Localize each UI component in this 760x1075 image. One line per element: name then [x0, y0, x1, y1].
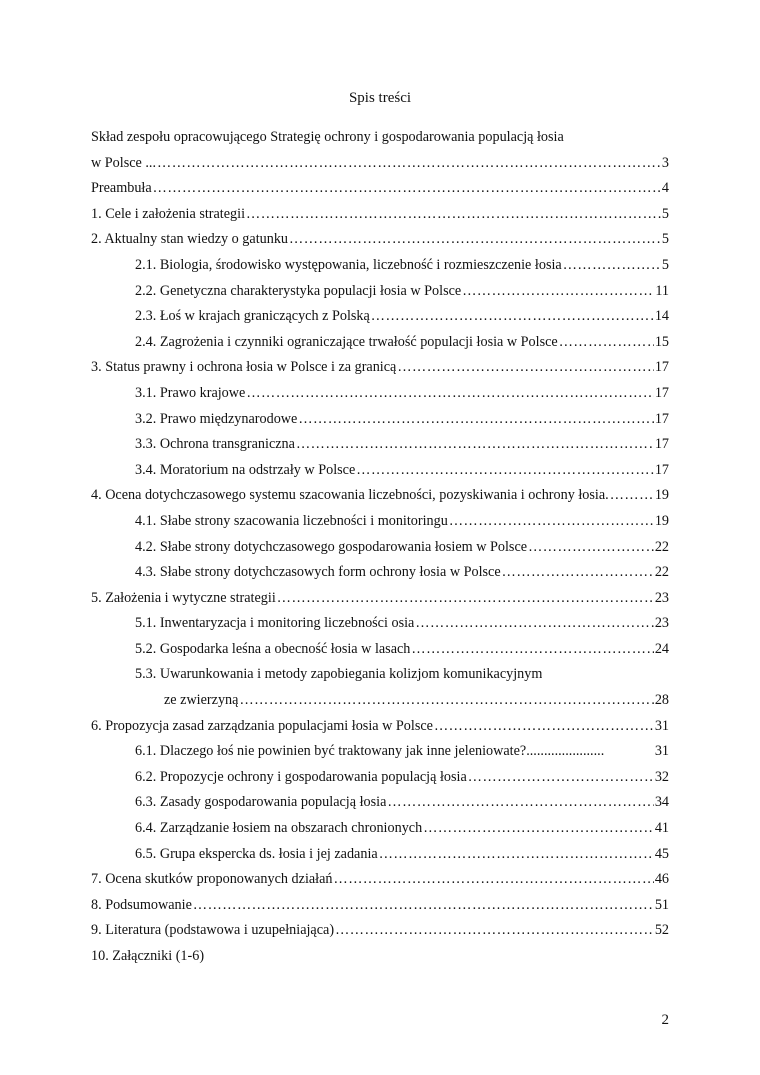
toc-entry-page: 31: [654, 743, 669, 760]
toc-entry[interactable]: [91, 509, 669, 535]
toc-entry-page: 31: [654, 717, 669, 734]
toc-entry-title: 5.3. Uwarunkowania i metody zapobiegania kolizjom komunikacyjnym: [135, 666, 543, 683]
toc-entry[interactable]: [91, 688, 669, 714]
toc-entry[interactable]: [91, 611, 669, 637]
toc-leader-dots: [563, 253, 661, 279]
toc-leader-dots: [356, 458, 654, 484]
toc-entry-page: 52: [654, 922, 669, 939]
toc-leader-dots: [449, 509, 654, 535]
toc-entry-title: 5. Założenia i wytyczne strategii: [91, 589, 276, 606]
toc-entry-title: 3.1. Prawo krajowe: [135, 384, 246, 401]
toc-entry-title: 6.4. Zarządzanie łosiem na obszarach chronionych: [135, 820, 423, 837]
toc-entry[interactable]: [91, 355, 669, 381]
toc-entry[interactable]: [91, 918, 669, 944]
toc-entry[interactable]: [91, 893, 669, 919]
toc-entry-title: 9. Literatura (podstawowa i uzupełniająca): [91, 922, 335, 939]
toc-entry[interactable]: [91, 330, 669, 356]
page-title: Spis treści: [348, 90, 412, 106]
toc-entry-title: 10. Załączniki (1-6): [91, 948, 205, 964]
toc-entry[interactable]: [91, 765, 669, 791]
toc-entry-page: 22: [654, 564, 669, 581]
toc-entry-page: 4: [661, 180, 669, 197]
toc-entry[interactable]: [91, 176, 669, 202]
toc-entry-page: 24: [654, 640, 669, 657]
toc-leader-dots: [239, 688, 653, 714]
toc-entry-title: 7. Ocena skutków proponowanych działań: [91, 871, 333, 888]
toc-entry-title: 6.2. Propozycje ochrony i gospodarowania populacją łosia: [135, 768, 467, 785]
toc-leader-dots: [387, 790, 653, 816]
toc-entry[interactable]: [91, 560, 669, 586]
toc-entry-title: 6. Propozycja zasad zarządzania populacjami łosia w Polsce: [91, 717, 433, 734]
toc-entry-page: 5: [661, 256, 669, 273]
toc-entry-page: 3: [661, 154, 669, 171]
toc-leader-dots: [153, 176, 661, 202]
toc-entry-title: 4.3. Słabe strony dotychczasowych form ochrony łosia w Polsce: [135, 564, 501, 581]
toc-entry-title: 6.5. Grupa ekspercka ds. łosia i jej zadania: [135, 845, 378, 862]
toc-entry[interactable]: [91, 714, 669, 740]
toc-leader-dots: [335, 918, 654, 944]
toc-entry-title: 3.4. Moratorium na odstrzały w Polsce: [135, 461, 356, 478]
toc-entry-page: 32: [654, 768, 669, 785]
toc-entry-page: 17: [654, 359, 669, 376]
toc-entry-title: Skład zespołu opracowującego Strategię ochrony i gospodarowania populacją łosia: [91, 129, 564, 145]
toc-entry-page: 46: [654, 871, 669, 888]
toc-entry-title: 3.3. Ochrona transgraniczna: [135, 436, 295, 453]
toc-leader-dots: [193, 893, 654, 919]
toc-entry-page: 51: [654, 896, 669, 913]
toc-entry[interactable]: [91, 586, 669, 612]
toc-entry-page: 41: [654, 820, 669, 837]
toc-leader-dots: [157, 151, 661, 177]
toc-entry-title: 4. Ocena dotychczasowego systemu szacowania liczebności, pozyskiwania i ochrony łosia.: [91, 487, 609, 504]
toc-entry-page: 34: [654, 794, 669, 811]
toc-entry-title: 2.2. Genetyczna charakterystyka populacji łosia w Polsce: [135, 282, 462, 299]
toc-entry-page: 28: [654, 692, 669, 709]
toc-entry[interactable]: [91, 253, 669, 279]
toc-entry-title: 5.1. Inwentaryzacja i monitoring liczebności osia: [135, 615, 415, 632]
toc-entry-page: 23: [654, 615, 669, 632]
toc-entry[interactable]: [91, 944, 669, 970]
toc-entry-title: 8. Podsumowanie: [91, 896, 192, 913]
toc-entry-title: 1. Cele i założenia strategii: [91, 205, 246, 222]
toc-leader-dots: [397, 355, 653, 381]
toc-leader-dots: [246, 202, 661, 228]
toc-entry-page: 5: [661, 205, 669, 222]
toc-entry-page: 14: [654, 308, 669, 325]
toc-leader-dots: [434, 714, 654, 740]
toc-entry-title: 6.3. Zasady gospodarowania populacją łosia: [135, 794, 387, 811]
toc-entry-page: 22: [654, 538, 669, 555]
toc-entry-title: 2.1. Biologia, środowisko występowania, liczebność i rozmieszczenie łosia: [135, 256, 562, 273]
toc-entry-title: 6.1. Dlaczego łoś nie powinien być traktowany jak inne jeleniowate?......................: [135, 743, 605, 760]
toc-entry[interactable]: [91, 739, 669, 765]
page-number: 2: [661, 1012, 669, 1028]
toc-entry-page: 45: [654, 845, 669, 862]
toc-entry[interactable]: [91, 432, 669, 458]
toc-entry-title: 4.2. Słabe strony dotychczasowego gospodarowania łosiem w Polsce: [135, 538, 528, 555]
toc-entry-title: 2. Aktualny stan wiedzy o gatunku: [91, 231, 289, 248]
toc-entry-title: w Polsce ...: [91, 154, 157, 171]
toc-entry[interactable]: [91, 151, 669, 177]
toc-entry-title: 2.3. Łoś w krajach graniczących z Polską: [135, 308, 370, 325]
toc-leader-dots: [277, 586, 654, 612]
toc-entry[interactable]: [91, 304, 669, 330]
toc-entry-page: 15: [654, 333, 669, 350]
toc-entry-page: 17: [654, 461, 669, 478]
toc-entry[interactable]: [91, 535, 669, 561]
toc-entry-page: 19: [654, 487, 669, 504]
toc-entry-page: 17: [654, 436, 669, 453]
toc-entry[interactable]: [91, 842, 669, 868]
toc-entry-page: 17: [654, 384, 669, 401]
toc-entry-page: 23: [654, 589, 669, 606]
toc-entry[interactable]: [91, 483, 669, 509]
table-of-contents: [91, 125, 669, 970]
toc-entry-title: 3.2. Prawo międzynarodowe: [135, 410, 298, 427]
toc-entry-title: ze zwierzyną: [164, 692, 239, 709]
toc-entry[interactable]: [91, 125, 669, 151]
toc-entry[interactable]: [91, 381, 669, 407]
toc-entry[interactable]: [91, 202, 669, 228]
toc-leader-dots: [334, 867, 654, 893]
toc-entry-page: 19: [654, 512, 669, 529]
toc-entry[interactable]: [91, 637, 669, 663]
toc-leader-dots: [415, 611, 653, 637]
toc-leader-dots: [379, 842, 654, 868]
toc-leader-dots: [610, 483, 654, 509]
toc-entry-page: 17: [654, 410, 669, 427]
toc-entry-title: 3. Status prawny i ochrona łosia w Polsce i za granicą: [91, 359, 397, 376]
toc-entry[interactable]: [91, 662, 669, 688]
toc-entry-title: 4.1. Słabe strony szacowania liczebności i monitoringu: [135, 512, 448, 529]
toc-entry-page: 5: [661, 231, 669, 248]
toc-leader-dots: [411, 637, 653, 663]
toc-entry[interactable]: [91, 816, 669, 842]
toc-entry[interactable]: [91, 407, 669, 433]
toc-entry[interactable]: [91, 790, 669, 816]
toc-leader-dots: [246, 381, 653, 407]
toc-leader-dots: [462, 279, 654, 305]
toc-leader-dots: [528, 535, 654, 561]
toc-entry-title: 5.2. Gospodarka leśna a obecność łosia w lasach: [135, 640, 411, 657]
toc-leader-dots: [468, 765, 654, 791]
toc-leader-dots: [298, 407, 653, 433]
toc-entry[interactable]: [91, 279, 669, 305]
toc-leader-dots: [289, 227, 661, 253]
toc-leader-dots: [371, 304, 654, 330]
toc-entry-title: 2.4. Zagrożenia i czynniki ograniczające trwałość populacji łosia w Polsce: [135, 333, 558, 350]
toc-leader-dots: [502, 560, 654, 586]
toc-entry[interactable]: [91, 867, 669, 893]
toc-entry-page: 11: [655, 282, 669, 299]
toc-entry[interactable]: [91, 458, 669, 484]
toc-leader-dots: [559, 330, 654, 356]
toc-entry-title: Preambuła: [91, 180, 152, 197]
toc-entry[interactable]: [91, 227, 669, 253]
toc-leader-dots: [423, 816, 654, 842]
toc-leader-dots: [296, 432, 654, 458]
